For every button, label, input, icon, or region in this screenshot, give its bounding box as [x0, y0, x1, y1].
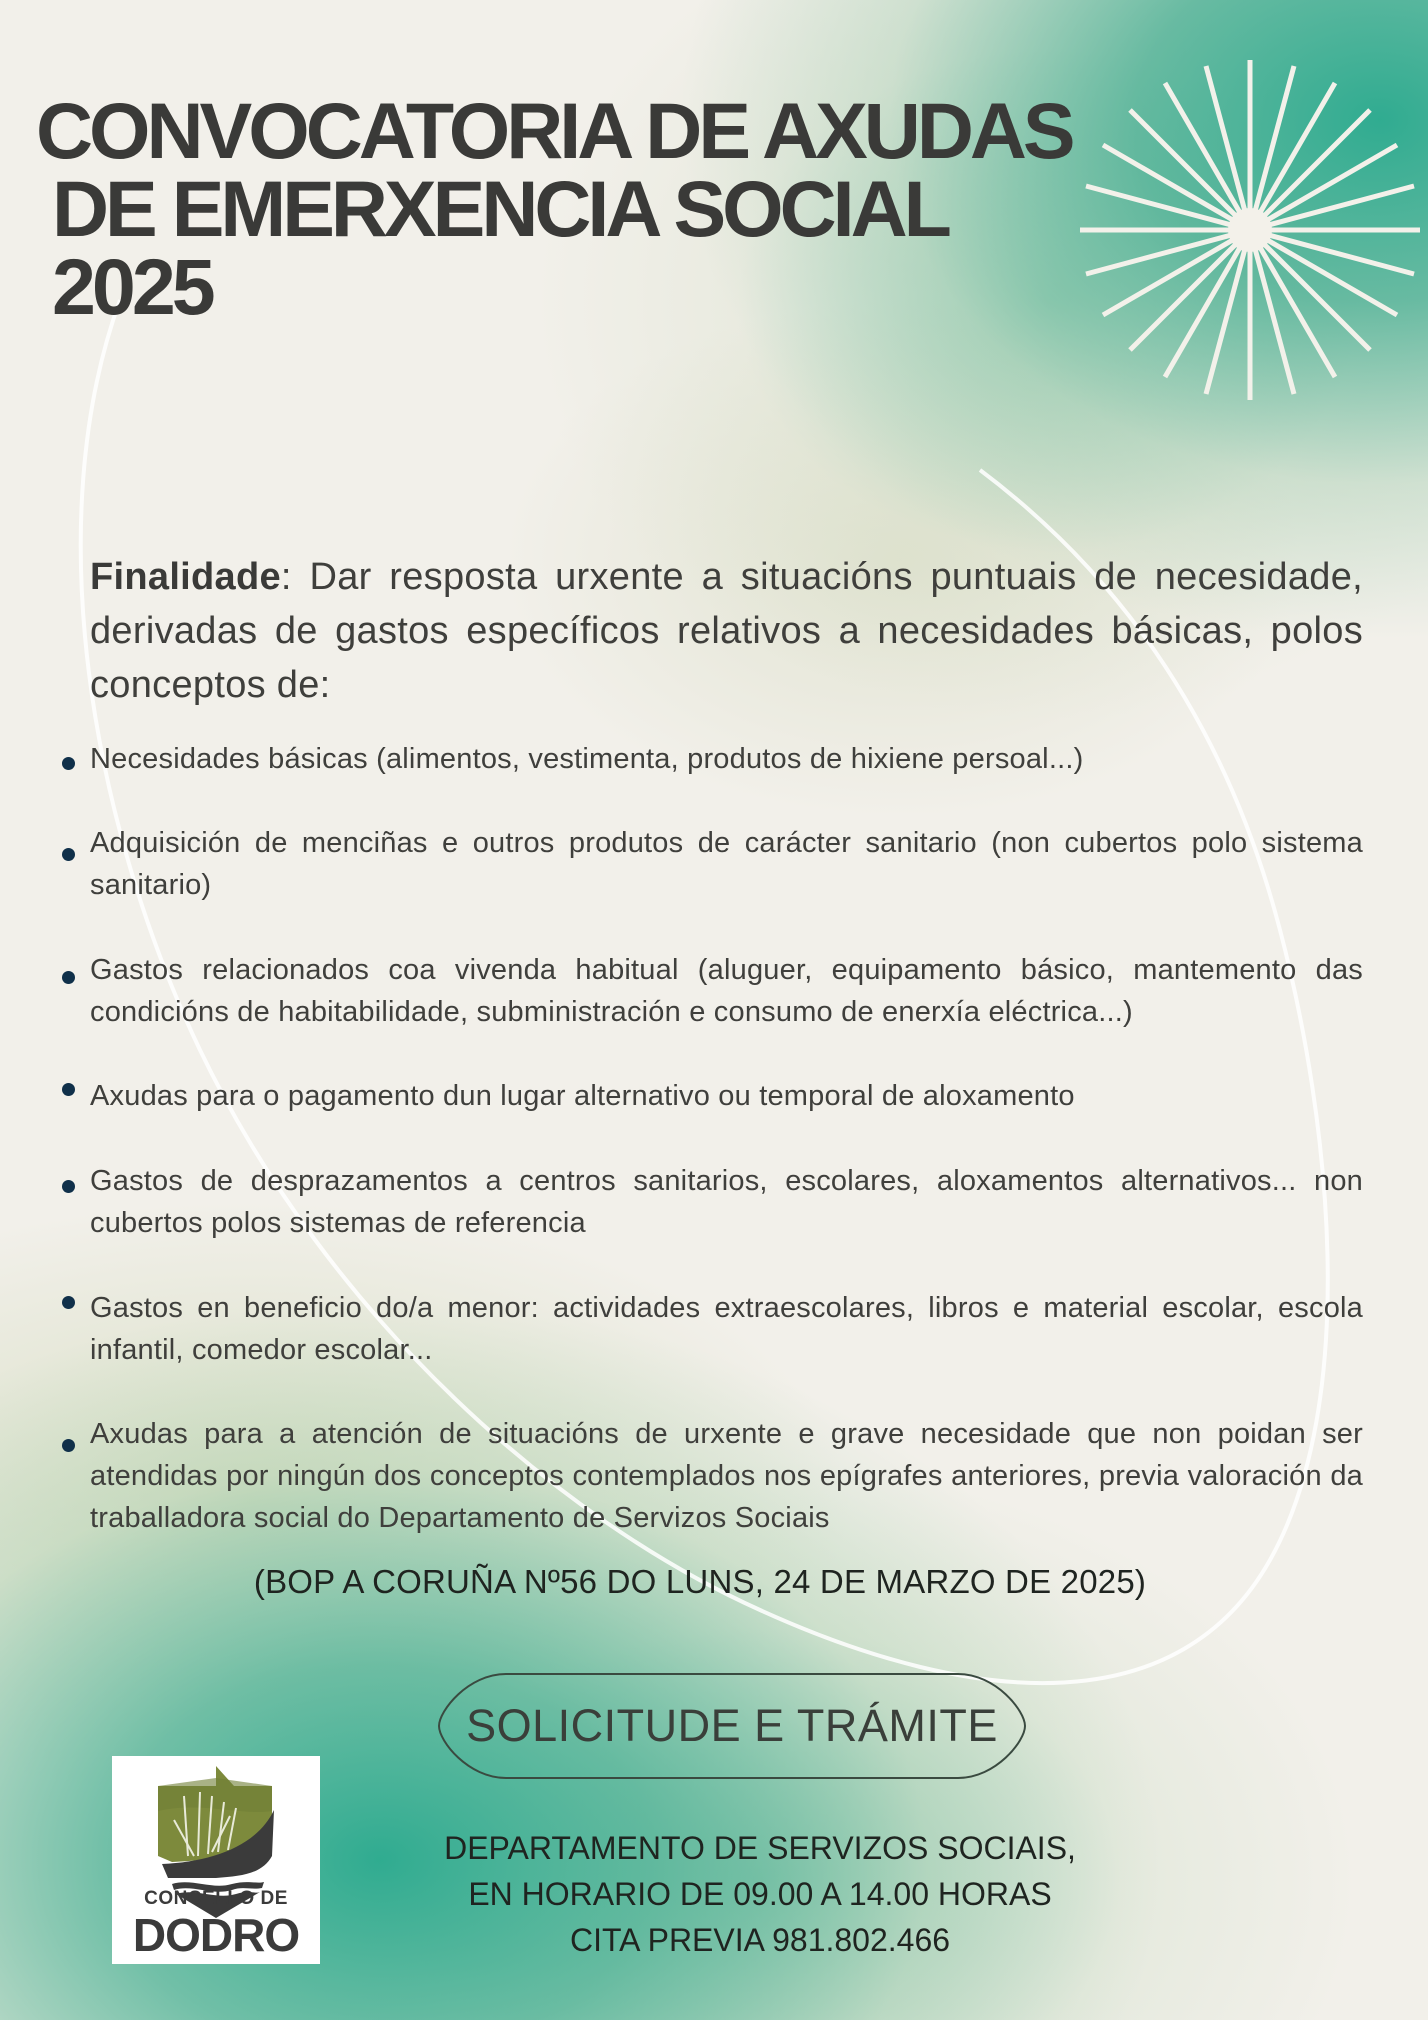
list-item [90, 949, 1363, 1033]
purpose-paragraph [90, 550, 1363, 712]
sunburst-icon [1075, 55, 1425, 405]
concello-dodro-logo [112, 1756, 320, 1964]
purpose-text: : Dar resposta urxente a situacións puntuais de necesidade, derivadas de gastos específicos relativos a necesidades básicas, polos conceptos de: [90, 556, 1363, 706]
title-line-1: CONVOCATORIA DE AXUDAS [36, 86, 1072, 175]
bullet-icon [62, 757, 75, 770]
list-item [90, 1413, 1363, 1539]
title-line-2: DE EMERXENCIA SOCIAL [52, 164, 948, 253]
application-procedure-button[interactable] [436, 1671, 1028, 1781]
logo-line-2: DODRO [132, 1909, 300, 1961]
list-item-text: Axudas para a atención de situacións de urxente e grave necesidade que non poidan ser atendidas por ningún dos conceptos contemplados nos epígrafes anteriores, previa valoración da traballadora social do Departamento de Servizos Sociais [90, 1418, 1363, 1534]
list-item-text: Necesidades básicas (alimentos, vestimenta, produtos de hixiene persoal...) [90, 743, 1084, 775]
list-item-text: Gastos relacionados coa vivenda habitual (aluguer, equipamento básico, mantemento das condicións de habitabilidade, subministración e consumo de enerxía eléctrica...) [90, 954, 1363, 1028]
title-line-3: 2025 [52, 242, 212, 331]
contact-phone: CITA PREVIA 981.802.466 [569, 1922, 951, 1958]
list-item-text: Gastos en beneficio do/a menor: actividades extraescolares, libros e material escolar, escola infantil, comedor escolar... [90, 1292, 1363, 1366]
contact-info [380, 1825, 1140, 1963]
list-item-text: Gastos de desprazamentos a centros sanitarios, escolares, aloxamentos alternativos... non cubertos polos sistemas de referencia [90, 1165, 1363, 1239]
logo-line-1: CONCELLO DE [144, 1888, 288, 1909]
contact-department: DEPARTAMENTO DE SERVIZOS SOCIAIS, [444, 1830, 1076, 1866]
bullet-icon [62, 1439, 75, 1452]
purpose-label: Finalidade [90, 556, 281, 598]
bullet-icon [62, 1083, 75, 1096]
bullet-icon [62, 1180, 75, 1193]
list-item [90, 1160, 1363, 1244]
application-procedure-label: SOLICITUDE E TRÁMITE [466, 1700, 998, 1751]
list-item-text: Adquisición de menciñas e outros produtos de carácter sanitario (non cubertos polo sistema sanitario) [90, 827, 1363, 901]
list-item [90, 1287, 1363, 1371]
page-title [36, 86, 1072, 331]
list-item [90, 1075, 1363, 1117]
list-item-text: Axudas para o pagamento dun lugar alternativo ou temporal de aloxamento [90, 1080, 1075, 1112]
contact-hours: EN HORARIO DE 09.00 A 14.00 HORAS [468, 1876, 1052, 1912]
bop-reference: (BOP A CORUÑA Nº56 DO LUNS, 24 DE MARZO DE 2025) [253, 1563, 1147, 1600]
bullet-icon [62, 1296, 75, 1309]
list-item [90, 822, 1363, 906]
list-item [90, 738, 1363, 780]
bullet-icon [62, 848, 75, 861]
bullet-icon [62, 971, 75, 984]
